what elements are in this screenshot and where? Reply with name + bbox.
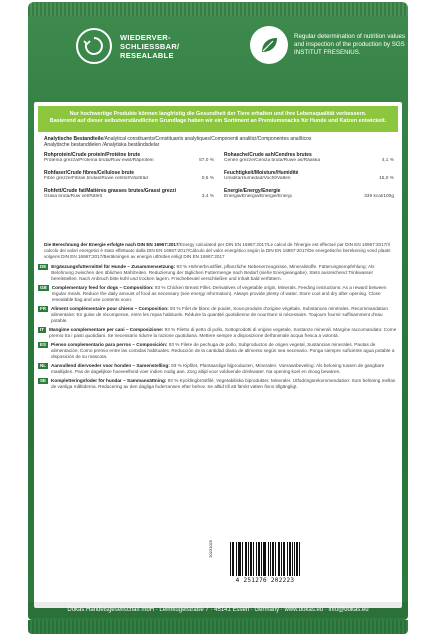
lot-number: 20231025 <box>208 540 213 558</box>
constituent-title: Energie <box>224 188 243 194</box>
constituent-title: Feuchtigkeit <box>224 170 254 176</box>
constituents-left <box>44 152 214 206</box>
constituent-title: Rohprotein <box>44 152 71 158</box>
constituent-title: Rohfaser <box>44 170 66 176</box>
constituent-translations: Grasa bruta/Ruw vet/Råfett <box>44 194 103 199</box>
energy-note-text: /Energy calculated per DIN EN 16967:2017/Le calcul de l'énergie est effectué par DIN EN 16967:2017/Il calcolo dei valori energetici è stato effettuato dalla DIN EN 16967:2017/Cálculo del valor energético según la DIN EN 16967:2017/De energetische berekening vond plaats volgens DIN EN 16967:2017/Beräkningen av energin utfördes enligt DIN EN 16967:2017 <box>44 242 391 259</box>
resealable-badge <box>76 28 179 64</box>
language-section-de <box>38 264 398 282</box>
constituent-translations: /Moisture/Humidité <box>253 170 299 176</box>
sgs-text: Regular determination of nutrition values and inspection of the production by SGS INSTITUT FRESENIUS. <box>294 33 406 56</box>
constituent-translations: /Crude protein/Protéine brute <box>70 152 141 158</box>
constituent-value: 339 kcal/100g <box>364 194 394 199</box>
resealable-text-line: WIEDERVER- <box>120 32 171 42</box>
constituent-value: 57,0 % <box>199 158 214 163</box>
lot-number-strip <box>206 538 220 588</box>
constituent-translations: Fibre grezze/Fibras brutas/Ruwe celstof/Växttråd <box>44 176 148 181</box>
constituent-group <box>44 170 214 182</box>
constituent-translations: Ceneri grezze/Ceniza bruta/Ruwe as/Råaska <box>224 158 320 163</box>
constituent-translations: /Crude fat/Matières grasses brutes/Grassi grezzi <box>61 188 176 194</box>
language-heading: Mangime complementare per cani – Composizione: <box>49 327 164 332</box>
language-text: 93 % Filetto di petto di pollo, Sottoprodotti di origine vegetale, Sostanze minerali. Margine raccomandato: Come premio tra i pasti quotidiani. Se necessario ridurre la razione quotidiana. Mettere sempre a disposizione dell'animale acqua fresca a volontà. <box>49 327 397 338</box>
constituent-translations: Umidità/Humedad/Vocht/Vatten <box>224 176 291 181</box>
analytic-heading <box>44 136 394 149</box>
analytic-subtitle: /Analytical constituents/Constituants analytiques/Componenti analitici/Componentes analíticos <box>103 136 312 142</box>
constituent-translations: /Energy/Energie <box>242 188 281 194</box>
language-code: DE <box>40 264 47 269</box>
barcode-number: 4 251276 202223 <box>235 577 295 584</box>
language-code: GB <box>40 285 47 290</box>
resealable-text-line: RESEALABLE <box>120 50 174 60</box>
language-text: 93 % Chicken Breast Fillet, Derivatives of vegetable origin, Minerals. Feeding instructions: As a reward between regular meals. Reduce the daily amount of food as necessary (see energy information). Always provide plenty of water. Store cool and dry after opening. Close resealable bag and use contents soon. <box>51 285 387 302</box>
quality-banner <box>38 106 398 132</box>
language-code: IT <box>40 327 44 332</box>
constituent-value: 3,4 % <box>201 194 214 199</box>
language-section-nl <box>38 363 398 375</box>
language-section-fr <box>38 306 398 324</box>
pouch-header <box>28 20 408 90</box>
resealable-text-line: SCHLIESSBAR/ <box>120 41 180 51</box>
constituent-group <box>44 152 214 164</box>
language-code: FR <box>40 306 46 311</box>
manufacturer-footer: Dokas Handelsgesellschaft mbH · Leimkugelstraße 7 · 45141 Essen · Germany · www.dokas.eu · info@dokas.eu <box>28 602 408 618</box>
resealable-icon <box>76 28 112 64</box>
language-code: SE <box>40 378 47 383</box>
language-section-it <box>38 327 398 339</box>
bottom-seal <box>28 620 408 634</box>
net-weight: 200g <box>310 518 346 535</box>
constituent-value: 0,5 % <box>201 176 214 181</box>
resealable-text <box>120 33 179 60</box>
constituent-title: Rohasche <box>224 152 248 158</box>
constituent-value: 4,1 % <box>381 158 394 163</box>
analytic-title: Analytische Bestandteile <box>44 136 104 142</box>
language-text: 93 % Kipfilet, Plantaardige bijproducten, Mineralen. Voeraanbeveling: Als beloning tussen de gangbare maaltijden. Pas de dagelijkse hoeveelheid voer indien nodig aan. Zorg altijd voor voldoende drinkwater. Na opening koel en droog bewaren. <box>51 363 385 374</box>
language-text: 93 % Kycklingbröstfilé, Vegetabiliska biprodukter, Mineraler. Utfodringsrekommendation: Som belöning mellan de vanliga måltiderna. Reducering av den dagliga foderransen efter behov. Se alltid till att färskt vatten finns tillgängligt. <box>51 378 396 389</box>
constituent-group <box>224 170 394 182</box>
energy-note-title: Die Berechnung der Energie erfolgte nach DIN EN 16967:2017 <box>44 242 179 247</box>
language-text: 93 % Hühnerbrustfilet, pflanzliche Nebenerzeugnisse, Mineralstoffe. Fütterungsempfehlung: Als Belohnung zwischen den üblichen Mahlzeiten. Reduzierung der täglichen Futtermenge nach Bedarf (siehe Energieangabe). Stets ausreichend Trinkwasser bereitstellen. Nach Anbruch bitte kühl und trocken lagern. Frischebeutel verschließen und Inhalt bald verfüttern. <box>51 264 375 281</box>
banner-line: Nur hochwertige Produkte können langfristig die Gesundheit der Tiere erhalten und ihre Lebensqualität verbessern. <box>69 111 367 117</box>
barcode <box>222 538 308 588</box>
language-section-se <box>38 378 398 390</box>
language-heading: Pienso complementario para perros – Composición: <box>51 342 168 347</box>
language-heading: Kompletteringsfoder för hundar – Sammansättning: <box>51 378 167 383</box>
constituents-right <box>224 152 394 206</box>
sgs-leaf-icon <box>250 26 288 64</box>
constituent-group <box>224 188 394 200</box>
constituent-translations: /Crude fibres/Cellulose brute <box>65 170 135 176</box>
language-section-gb <box>38 285 398 303</box>
language-code: NL <box>40 363 46 368</box>
language-sections <box>38 264 398 393</box>
language-heading: Aliment complémentaire pour chiens – Composition: <box>51 306 169 311</box>
language-text: 93 % Filete de pechuga de pollo, Subproductos de origen vegetal, Sustancias minerales. Pautas de alimentación: Como premio entre las comidas habituales. Reducción de la cantidad diaria de alimento según sea necesario. Ponga siempre suficiente agua potable a disposición de su mascota. <box>51 342 395 359</box>
language-text: 93 % Filet de blanc de poulet, Sous-produits d'origine végétale, Substances minérales. Recommandation alimentaire: En guise de récompense, entre les repas habituels. Réduire la quantité quotidienne de nourriture si nécessaire. Toujours fournir suffisamment d'eau potable. <box>51 306 388 323</box>
top-seal <box>28 2 408 16</box>
sgs-badge <box>250 26 406 64</box>
constituent-translations: Proteína grezza/Proteína bruta/Ruw eiwit/Råprotein <box>44 158 154 163</box>
banner-line: Basierend auf dieser selbstverständlichen Grundlage haben wir ein Sortiment an Premiumsnacks für Hunde und Katzen entwickelt. <box>49 118 387 124</box>
info-panel <box>34 102 402 608</box>
constituent-translations: /Crude ash/Cendres brutes <box>247 152 312 158</box>
language-code: ES <box>40 342 47 347</box>
constituent-group <box>224 152 394 164</box>
analytic-subtitle-2: Analytische bestanddelen /Analytiska beståndsdelar <box>44 142 160 149</box>
energy-note <box>44 242 394 260</box>
pouch <box>28 2 408 620</box>
barcode-bars <box>230 542 300 576</box>
barcode-bar <box>299 542 300 576</box>
constituent-group <box>44 188 214 200</box>
language-heading: Complementary feed for dogs – Composition: <box>51 285 154 290</box>
constituent-title: Rohfett <box>44 188 62 194</box>
language-heading: Ergänzungsfuttermittel für Hunde – Zusammensetzung: <box>51 264 176 269</box>
constituent-translations: Energia/Energía/Energie/Energi <box>224 194 292 199</box>
language-section-es <box>38 342 398 360</box>
language-heading: Aanvullend diervoeder voor honden – Samenstelling: <box>51 363 170 368</box>
constituent-value: 15,0 % <box>379 176 394 181</box>
